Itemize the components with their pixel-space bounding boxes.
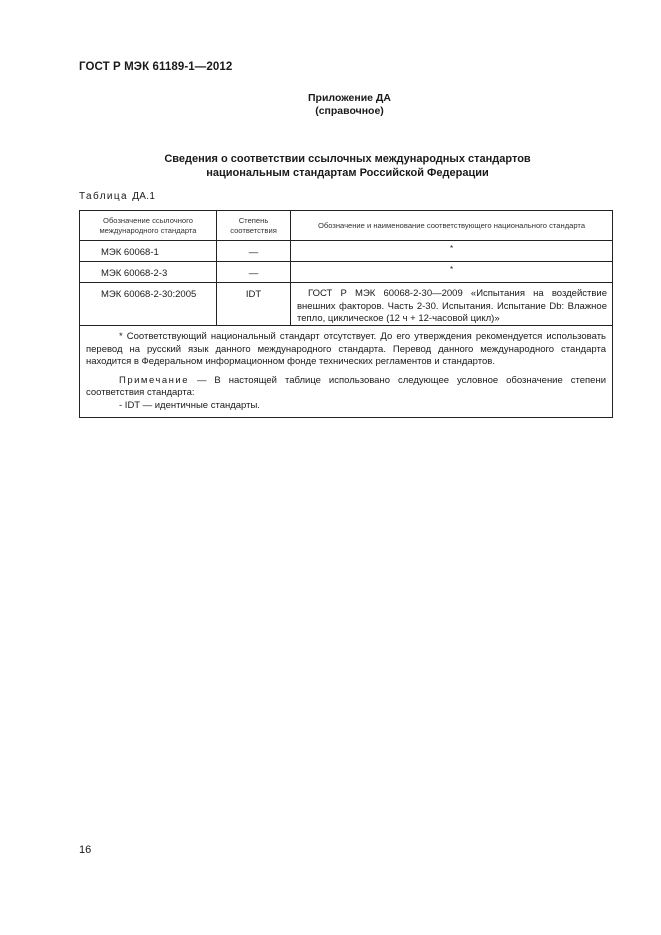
cell-standard: МЭК 60068-2-30:2005 <box>80 283 217 325</box>
note-text: — В настоящей таблице использовано следующее условное обозначение степени соответствия стандарта: <box>86 374 606 398</box>
note-label: Примечание <box>119 374 189 386</box>
footnote: * Соответствующий национальный стандарт отсутствует. До его утверждения рекомендуется использовать перевод на русский язык данного международного стандарта. Перевод данного международного стандарта находится в Федеральном информационном фонде технических регламентов и стандартов. <box>86 331 606 367</box>
annex-heading <box>0 92 661 118</box>
cell-degree: IDT <box>217 283 291 325</box>
table-row <box>80 262 612 283</box>
table-caption-number: ДА.1 <box>132 191 156 202</box>
cell-national: * <box>449 265 454 274</box>
table-header-row <box>80 211 612 241</box>
annex-subtitle: (справочное) <box>315 105 384 117</box>
correspondence-table <box>79 210 613 418</box>
table-caption-word: Таблица <box>79 191 129 202</box>
header-international-standard: Обозначение ссылочного международного стандарта <box>80 211 217 240</box>
section-title <box>0 152 661 180</box>
section-title-line-2: национальным стандартам Российской Федерации <box>206 167 489 179</box>
table-row <box>80 241 612 262</box>
cell-standard: МЭК 60068-2-3 <box>80 262 217 282</box>
cell-national: * <box>449 244 454 253</box>
note <box>86 375 606 400</box>
cell-degree: — <box>217 262 291 282</box>
section-title-line-1: Сведения о соответствии ссылочных международных стандартов <box>164 153 531 165</box>
cell-national: ГОСТ Р МЭК 60068-2-30—2009 «Испытания на воздействие внешних факторов. Часть 2-30. Испытания. Испытание Db: Влажное тепло, циклическое (12 ч + 12-часовой цикл)» <box>297 288 607 324</box>
cell-degree: — <box>217 241 291 261</box>
page-number: 16 <box>79 844 92 856</box>
annex-title: Приложение ДА <box>308 92 391 104</box>
header-national-standard: Обозначение и наименование соответствующего национального стандарта <box>317 220 586 230</box>
table-notes <box>80 326 612 417</box>
header-degree: Степень соответствия <box>217 211 291 240</box>
table-row <box>80 283 612 326</box>
cell-standard: МЭК 60068-1 <box>80 241 217 261</box>
table-caption <box>79 191 155 202</box>
note-item: - IDT — идентичные стандарты. <box>119 399 260 411</box>
document-code-header: ГОСТ Р МЭК 61189-1—2012 <box>79 61 233 73</box>
